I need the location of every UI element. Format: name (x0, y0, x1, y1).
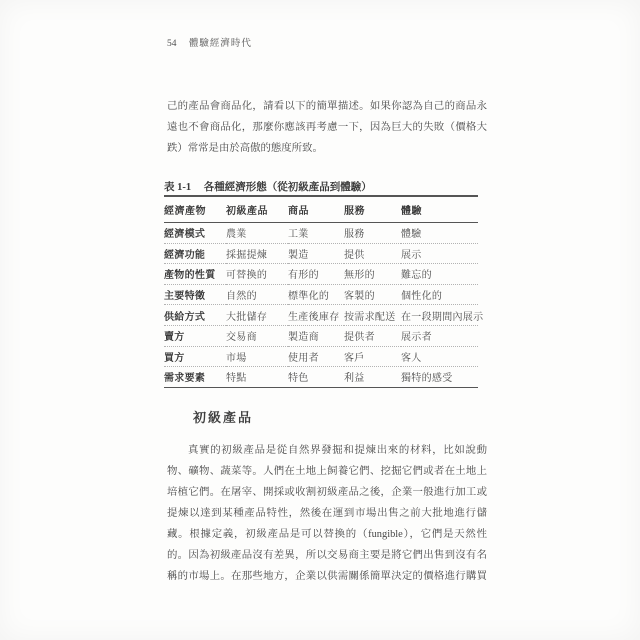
table-cell: 製造商 (288, 332, 319, 344)
table-cell: 個性化的 (401, 291, 443, 303)
table-cell: 服務 (344, 229, 365, 241)
table-row (164, 367, 478, 388)
table-row (164, 346, 478, 367)
column-header: 服務 (344, 206, 365, 217)
paragraph-line: 提煉以達到某種產品特性，然後在運到市場出售之前大批地進行儲 (167, 508, 487, 519)
paragraph-line: 物、礦物、蔬菜等。人們在土地上飼養它們、挖掘它們或者在土地上 (167, 466, 487, 477)
table-cell: 提供者 (344, 332, 375, 344)
table-row (164, 264, 478, 285)
table-cell: 特色 (288, 373, 309, 385)
intro-paragraph (167, 96, 487, 159)
table-cell: 製造 (288, 249, 309, 261)
section-heading: 初級產品 (193, 410, 254, 425)
running-head-title: 體驗經濟時代 (188, 39, 252, 49)
table-cell: 大批儲存 (226, 311, 268, 323)
paragraph-line: 藏。根據定義，初級產品是可以替換的（fungible），它們是天然性 (167, 529, 487, 540)
table-caption (164, 179, 372, 194)
row-label: 主要特徵 (164, 291, 206, 303)
table-cell: 客製的 (344, 291, 375, 303)
table-cell: 市場 (226, 352, 247, 364)
table-cell: 特點 (226, 373, 247, 385)
table-cell: 難忘的 (401, 270, 432, 282)
column-header: 體驗 (401, 206, 422, 217)
table-cell: 有形的 (288, 270, 319, 282)
row-label: 賣方 (164, 332, 185, 344)
table-cell: 展示 (401, 249, 422, 261)
table-cell: 使用者 (288, 352, 319, 364)
table-row (164, 223, 478, 244)
paragraph-line: 培植它們。在屠宰、開採或收割初級產品之後，企業一般進行加工或 (167, 487, 487, 498)
table-cell: 體驗 (401, 229, 422, 241)
table-cell: 自然的 (226, 291, 257, 303)
table-header-row (164, 196, 478, 223)
column-header: 初級產品 (226, 206, 268, 217)
paragraph-line: 的。因為初級產品沒有差異，所以交易商主要是將它們出售到沒有名 (167, 550, 487, 561)
row-label: 經濟模式 (164, 229, 206, 241)
table-caption-title: 各種經濟形態（從初級產品到體驗） (203, 182, 372, 193)
paragraph-line: 己的產品會商品化，請看以下的簡單描述。如果你認為自己的商品永 (167, 101, 487, 112)
paragraph-line: 跌）常常是由於高傲的態度所致。 (167, 143, 323, 154)
table-cell: 按需求配送 (344, 311, 396, 323)
table-caption-label: 表 1-1 (164, 182, 192, 193)
table-cell: 採掘提煉 (226, 249, 268, 261)
table-cell: 工業 (288, 229, 309, 241)
paragraph-line: 稱的市場上。在那些地方，企業以供需關係簡單決定的價格進行購買 (167, 571, 487, 582)
table-cell: 無形的 (344, 270, 375, 282)
table-cell: 農業 (226, 229, 247, 241)
row-label: 買方 (164, 352, 185, 364)
table-cell: 可替換的 (226, 270, 268, 282)
table-cell: 生產後庫存 (288, 311, 340, 323)
row-label: 供給方式 (164, 311, 206, 323)
column-header: 商品 (288, 206, 309, 217)
table-cell: 獨特的感受 (401, 373, 453, 385)
table-cell: 交易商 (226, 332, 257, 344)
row-label: 產物的性質 (164, 270, 216, 282)
running-head (167, 35, 252, 49)
table-cell: 提供 (344, 249, 365, 261)
table-cell: 在一段期間內展示 (401, 311, 484, 323)
page-number: 54 (167, 39, 177, 49)
table-cell: 客人 (401, 352, 422, 364)
row-label: 需求要素 (164, 373, 206, 385)
table-cell: 標準化的 (288, 291, 330, 303)
table-row (164, 305, 478, 326)
paragraph-line: 遠也不會商品化，那麼你應該再考慮一下，因為巨大的失敗（價格大 (167, 122, 487, 133)
table-cell: 展示者 (401, 332, 432, 344)
row-label: 經濟功能 (164, 249, 206, 261)
economic-forms-table (164, 195, 484, 388)
column-header: 經濟產物 (164, 206, 206, 217)
paragraph-line: 真實的初級產品是從自然界發掘和提煉出來的材料，比如說動 (188, 445, 487, 456)
primary-products-paragraph (167, 440, 487, 587)
table-row (164, 284, 478, 305)
table-cell: 利益 (344, 373, 365, 385)
table-row (164, 325, 478, 346)
table-cell: 客戶 (344, 352, 365, 364)
table-row (164, 243, 478, 264)
